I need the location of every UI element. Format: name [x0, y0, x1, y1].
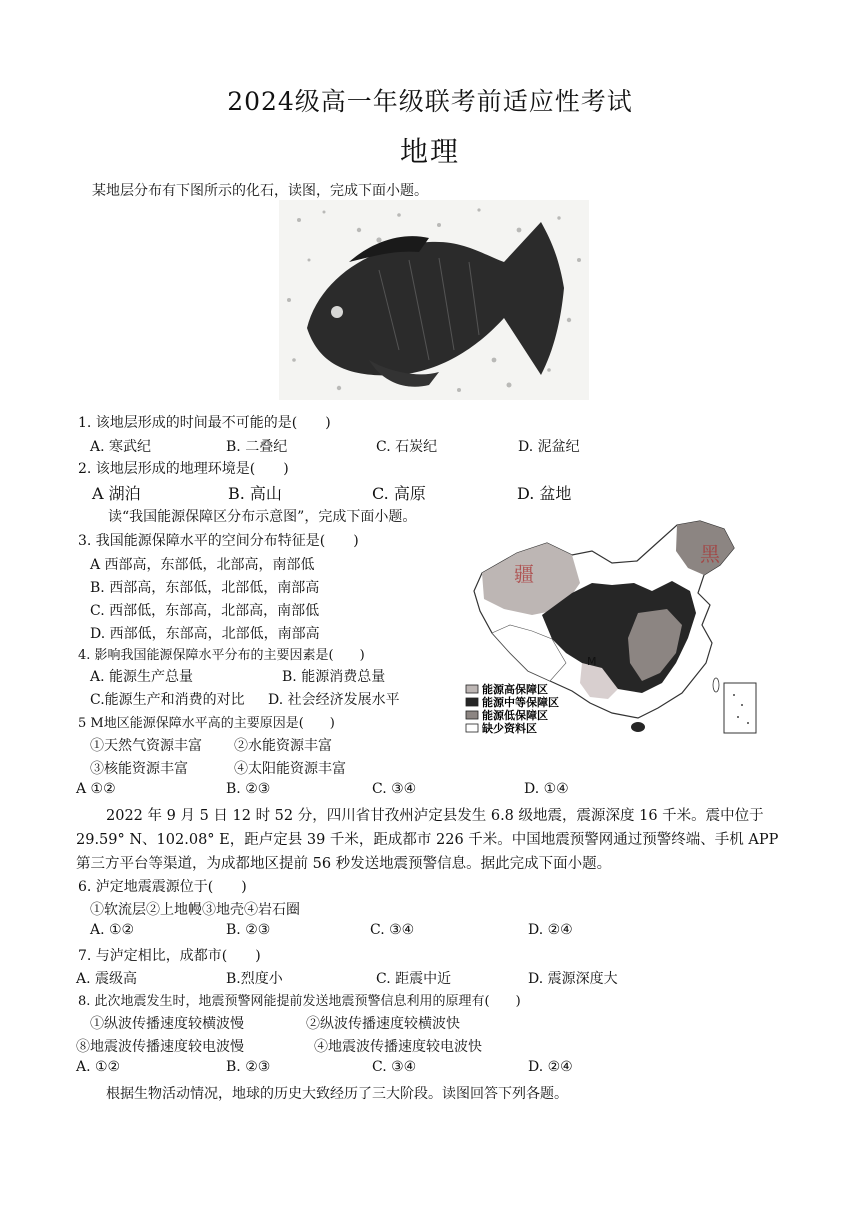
q8-options — [76, 1059, 696, 1079]
q2-option-b[interactable]: B. 高山 — [228, 484, 282, 503]
q6-option-c[interactable]: C. ③④ — [370, 922, 415, 938]
intro-earth-history: 根据生物活动情况，地球的历史大致经历了三大阶段。读图回答下列各题。 — [106, 1086, 568, 1102]
q4-option-a[interactable]: A. 能源生产总量 — [90, 669, 194, 685]
fish-fossil-image — [279, 200, 589, 400]
q8-item-4: ④地震波传播速度较电波快 — [314, 1039, 482, 1055]
q7-stem: 7. 与泸定相比，成都市( ) — [78, 948, 261, 964]
map-stamp-right: 黑 — [700, 542, 720, 566]
q5-stem: 5 M地区能源保障水平高的主要原因是( ) — [78, 716, 335, 731]
q1-option-c[interactable]: C. 石炭纪 — [376, 439, 438, 455]
q5-option-a[interactable]: A ①② — [76, 781, 116, 797]
q8-option-b[interactable]: B. ②③ — [226, 1059, 271, 1075]
q7-option-c[interactable]: C. 距震中近 — [376, 971, 452, 987]
q6-option-d[interactable]: D. ②④ — [528, 922, 573, 938]
q6-option-a[interactable]: A. ①② — [90, 922, 135, 938]
legend-medium: 能源中等保障区 — [482, 696, 559, 709]
legend-high: 能源高保障区 — [482, 683, 548, 696]
q4-stem: 4. 影响我国能源保障水平分布的主要因素是( ) — [78, 648, 365, 663]
exam-title: 2024级高一年级联考前适应性考试 — [227, 87, 633, 116]
q5-option-d[interactable]: D. ①④ — [524, 781, 569, 797]
q7-options — [76, 968, 696, 988]
q1-option-d[interactable]: D. 泥盆纪 — [518, 439, 580, 455]
q2-options — [92, 481, 692, 503]
intro-earthquake: 2022 年 9 月 5 日 12 时 52 分，四川省甘孜州泸定县发生 6.8 级地震，震源深度 16 千米。震中位于 29.59° N、102.08° E，距卢定县 39 千米，距成都市 226 千米。中国地震预警网通过预警终端、手机 APP 第三方平台等渠道，为成都地区提前 56 秒发送地震预警信息。据此完成下面小题。 — [76, 808, 779, 872]
q8-item-3: ⑧地震波传播速度较电波慢 — [76, 1039, 244, 1055]
q8-option-a[interactable]: A. ①② — [76, 1059, 121, 1075]
q6-options — [90, 922, 690, 942]
q5-item-3: ③核能资源丰富 — [90, 761, 188, 777]
q1-option-a[interactable]: A. 寒武纪 — [90, 439, 152, 455]
q1-option-b[interactable]: B. 二叠纪 — [226, 439, 288, 455]
map-stamp-left: 疆 — [514, 562, 534, 586]
q1-options — [90, 436, 690, 456]
q5-item-2: ②水能资源丰富 — [234, 738, 332, 754]
q8-option-d[interactable]: D. ②④ — [528, 1059, 573, 1075]
q5-option-c[interactable]: C. ③④ — [372, 781, 417, 797]
q8-option-c[interactable]: C. ③④ — [372, 1059, 417, 1075]
intro-fossil: 某地层分布有下图所示的化石，读图，完成下面小题。 — [92, 183, 428, 199]
q4-option-c[interactable]: C.能源生产和消费的对比 — [90, 692, 245, 708]
q4-option-b[interactable]: B. 能源消费总量 — [282, 669, 386, 685]
intro-energy-map: 读“我国能源保障区分布示意图”，完成下面小题。 — [108, 509, 417, 525]
q3-option-b[interactable]: B. 西部高，东部低，北部低，南部高 — [90, 580, 320, 596]
q8-stem: 8. 此次地震发生时，地震预警网能提前发送地震预警信息利用的原理有( ) — [78, 994, 521, 1009]
q6-option-b[interactable]: B. ②③ — [226, 922, 271, 938]
q6-stem: 6. 泸定地震震源位于( ) — [78, 879, 247, 895]
q8-item-1: ①纵波传播速度较横波慢 — [90, 1016, 244, 1032]
map-label-m: M — [587, 655, 597, 668]
q5-option-b[interactable]: B. ②③ — [226, 781, 271, 797]
q7-option-a[interactable]: A. 震级高 — [76, 971, 138, 987]
q5-item-4: ④太阳能资源丰富 — [234, 761, 346, 777]
q3-option-c[interactable]: C. 西部低，东部高，北部高，南部低 — [90, 603, 320, 619]
q1-stem: 1. 该地层形成的时间最不可能的是( ) — [78, 415, 331, 431]
q2-option-d[interactable]: D. 盆地 — [517, 484, 572, 503]
q3-stem: 3. 我国能源保障水平的空间分布特征是( ) — [78, 533, 359, 549]
q7-option-d[interactable]: D. 震源深度大 — [528, 971, 618, 987]
q6-items: ①软流层②上地幔③地壳④岩石圈 — [90, 902, 300, 918]
q3-option-d[interactable]: D. 西部低，东部高，北部低，南部高 — [90, 626, 320, 642]
q2-stem: 2. 该地层形成的地理环境是( ) — [78, 461, 289, 477]
q3-option-a[interactable]: A 西部高，东部低，北部高，南部低 — [90, 557, 315, 573]
legend-none: 缺少资料区 — [482, 722, 537, 735]
legend-low: 能源低保障区 — [482, 709, 548, 722]
q2-option-c[interactable]: C. 高原 — [372, 484, 426, 503]
q7-option-b[interactable]: B.烈度小 — [226, 971, 283, 987]
q2-option-a[interactable]: A 湖泊 — [92, 484, 141, 503]
energy-security-map — [462, 513, 762, 747]
q8-item-2: ②纵波传播速度较横波快 — [306, 1016, 460, 1032]
q5-item-1: ①天然气资源丰富 — [90, 738, 202, 754]
subject-title: 地理 — [399, 135, 460, 168]
q5-options — [76, 781, 696, 801]
q4-option-d[interactable]: D. 社会经济发展水平 — [268, 692, 400, 708]
